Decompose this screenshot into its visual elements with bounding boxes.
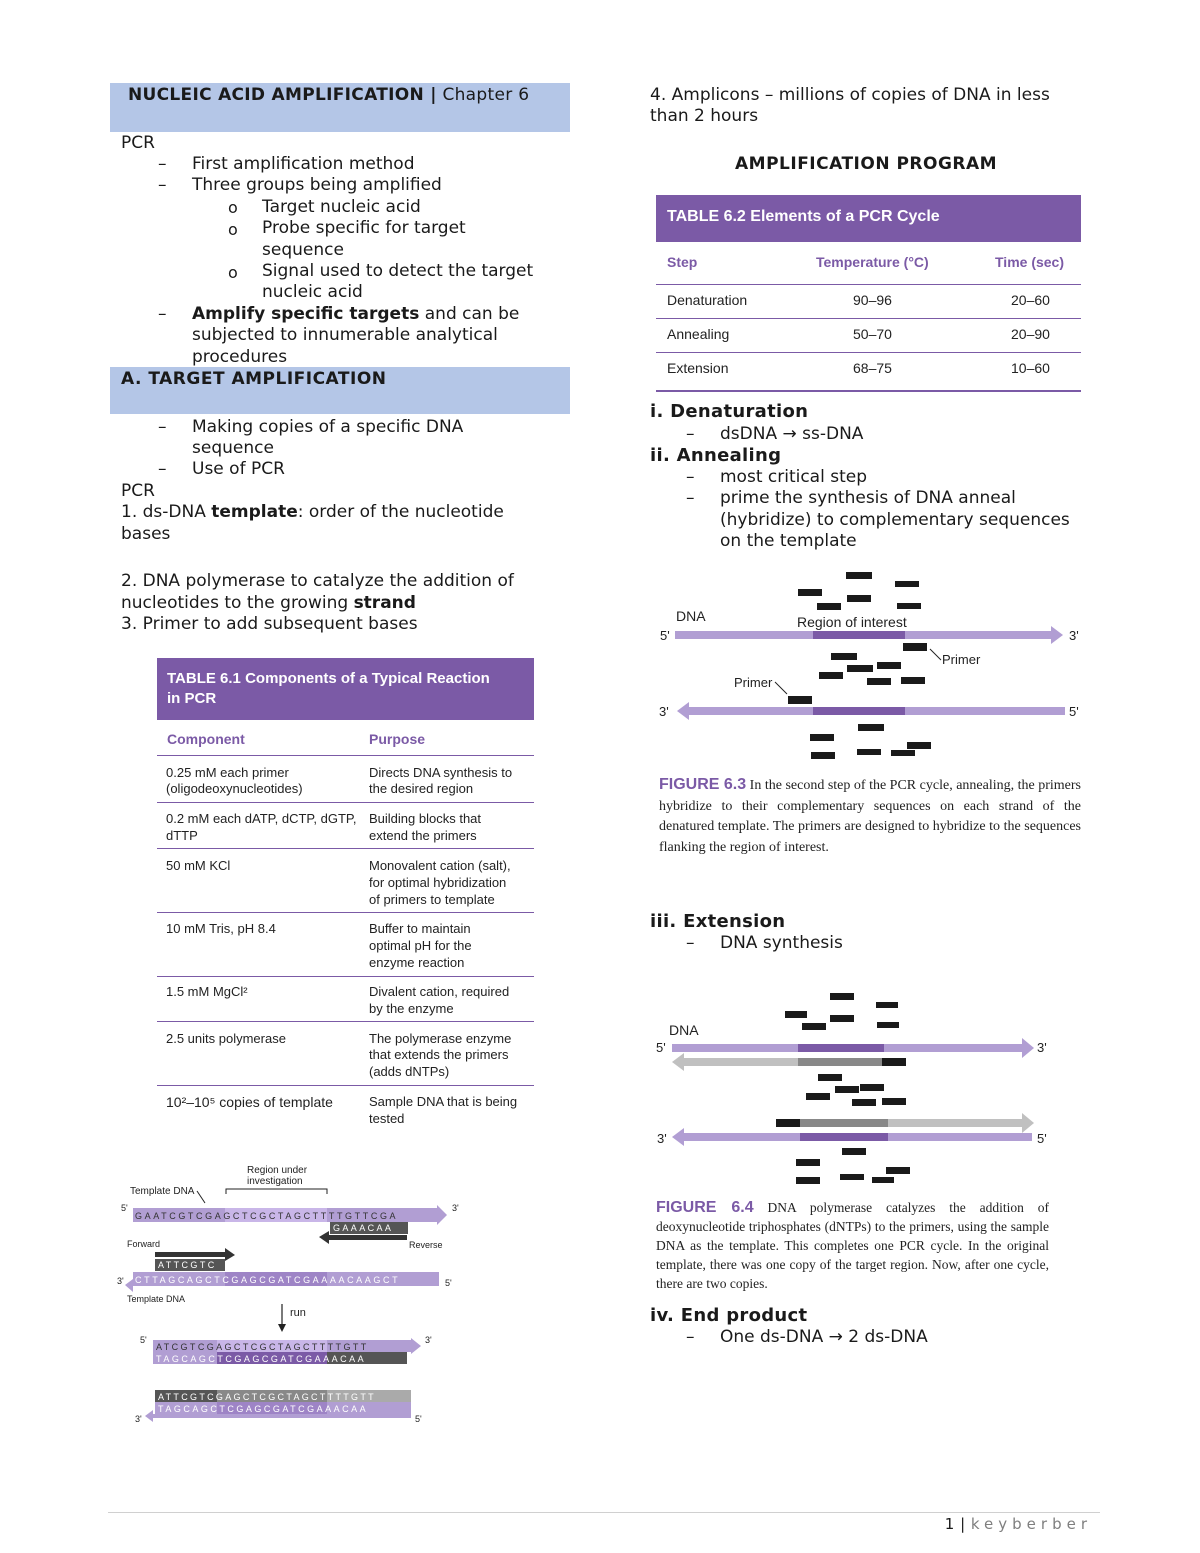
arrow-head — [319, 1231, 329, 1244]
circle-bullet: o — [228, 220, 238, 239]
free-primer — [830, 1015, 854, 1022]
three-prime-label: 3' — [425, 1335, 432, 1345]
figure-6-4 — [650, 985, 1070, 1190]
circle-bullet: o — [228, 198, 238, 217]
free-primer — [895, 581, 919, 587]
table-cell: 2.5 units polymerase — [166, 1031, 286, 1046]
free-primer — [830, 993, 854, 1000]
table-cell: 1.5 mM MgCl² — [166, 984, 248, 999]
free-primers — [798, 572, 931, 759]
five-prime-label: 5' — [1037, 1131, 1047, 1146]
section-a-header — [110, 367, 570, 414]
bottom-region — [800, 1133, 888, 1141]
table-cell: Denaturation — [667, 292, 748, 308]
region-label-1: Region under — [247, 1165, 308, 1176]
figure-6-4-label: FIGURE 6.4 — [656, 1199, 754, 1216]
dash-marker: – — [686, 1327, 695, 1347]
table-cell: dTTP — [166, 828, 198, 843]
table-cell: 50 mM KCl — [166, 858, 231, 873]
five-prime-label: 5' — [415, 1414, 422, 1424]
reverse-primer-arrow — [329, 1235, 407, 1240]
three-prime-label: 3' — [1069, 628, 1079, 643]
item-1-line2: bases — [121, 524, 171, 544]
free-primer — [811, 752, 835, 759]
forward-label: Forward — [127, 1239, 161, 1249]
table-6-1-title-bar — [157, 658, 534, 720]
free-primer — [877, 1022, 899, 1028]
table-cell: that extends the primers — [369, 1047, 509, 1062]
table-6-1-title-line2: in PCR — [167, 690, 217, 707]
table-cell: 0.25 mM each primer — [166, 765, 289, 780]
table-cell: Building blocks that — [369, 811, 482, 826]
table-cell: 10²–10⁵ copies of template — [166, 1094, 333, 1110]
item-2-bold: strand — [353, 593, 416, 613]
table-cell: 20–90 — [1011, 326, 1050, 342]
annealing-bullet-2-line2: (hybridize) to complementary sequences — [720, 510, 1070, 530]
annealing-bullet-2-line3: on the template — [720, 531, 857, 551]
five-prime-label: 5' — [660, 628, 670, 643]
table-cell: optimal pH for the — [369, 938, 472, 953]
region-of-interest-label: Region of interest — [797, 614, 907, 630]
table-rule — [656, 390, 1081, 392]
free-primer — [817, 603, 841, 610]
bottom-sequence: CTTAGCAGCTCGAGCGATCGAAAACAAGCT — [135, 1275, 401, 1285]
table-cell: 50–70 — [853, 326, 892, 342]
table-rule — [157, 1021, 534, 1022]
page-number: 1 — [944, 1515, 955, 1533]
footer-brand: keyberber — [970, 1515, 1092, 1533]
table-rule — [157, 912, 534, 913]
item-2-line2 — [121, 593, 416, 615]
item-3: 3. Primer to add subsequent bases — [121, 614, 418, 634]
table-cell: the desired region — [369, 781, 474, 796]
item-1-pre: 1. ds-DNA — [121, 502, 212, 522]
free-primer — [796, 1159, 820, 1166]
arrow-head — [225, 1248, 235, 1261]
dash-marker: – — [686, 424, 695, 444]
bullet-making-copies-cont: sequence — [192, 438, 274, 458]
free-primer — [901, 677, 925, 684]
table-cell: 20–60 — [1011, 292, 1050, 308]
three-prime-label: 3' — [452, 1203, 459, 1213]
free-primer — [798, 589, 822, 596]
free-primer — [818, 1074, 842, 1081]
table-6-1-title: TABLE 6.1 Components of a Typical Reaction — [167, 670, 490, 687]
free-primer — [907, 742, 931, 749]
pointer-line — [930, 649, 941, 660]
table-rule — [656, 352, 1081, 353]
reverse-label: Reverse — [409, 1240, 443, 1250]
arrow-head — [1051, 626, 1063, 644]
end-product-title: iv. End product — [650, 1305, 808, 1326]
new-strand-bottom-region — [800, 1119, 888, 1127]
arrow-head — [1022, 1038, 1034, 1058]
free-primer — [872, 1177, 894, 1183]
figure-6-4-caption — [656, 1198, 1049, 1293]
dash-marker: – — [158, 154, 167, 174]
free-primer — [796, 1177, 820, 1184]
table-cell: 90–96 — [853, 292, 892, 308]
run-label: run — [290, 1307, 306, 1319]
free-primer — [847, 665, 873, 672]
primer-top — [903, 643, 927, 651]
item-4-line2: than 2 hours — [650, 106, 759, 126]
bullet-amplify-line2: subjected to innumerable analytical — [192, 325, 498, 345]
denaturation-title: i. Denaturation — [650, 401, 809, 422]
free-primer — [810, 734, 834, 741]
annealing-bullet-1: most critical step — [720, 467, 867, 487]
table-6-2-col-time: Time (sec) — [995, 254, 1064, 270]
free-primer — [785, 1011, 807, 1018]
amplify-bold: Amplify specific targets — [192, 304, 420, 324]
three-prime-label: 3' — [657, 1131, 667, 1146]
table-cell: (adds dNTPs) — [369, 1064, 450, 1079]
three-prime-label: 3' — [1037, 1040, 1047, 1055]
figure-6-3 — [655, 565, 1095, 770]
dash-marker: – — [686, 488, 695, 508]
primer-extended-bottom — [776, 1119, 802, 1127]
item-4: 4. Amplicons – millions of copies of DNA in less — [650, 85, 1050, 105]
five-prime-label: 5' — [656, 1040, 666, 1055]
free-primer — [835, 1086, 859, 1093]
table-cell: Annealing — [667, 326, 730, 342]
chapter-title — [128, 85, 529, 105]
sub-bullet-signal: Signal used to detect the target — [262, 261, 534, 281]
five-prime-label: 5' — [121, 1203, 128, 1213]
page-footer — [945, 1515, 1092, 1533]
five-prime-label: 5' — [445, 1278, 452, 1288]
amplify-rest: and can be — [419, 304, 520, 324]
free-primer — [840, 1174, 864, 1180]
free-primer — [842, 1148, 866, 1155]
new-strand-bottom — [888, 1119, 1024, 1127]
table-cell: for optimal hybridization — [369, 875, 507, 890]
table-rule — [656, 284, 1081, 285]
primer-extended-top — [882, 1058, 906, 1066]
sub-bullet-signal-cont: nucleic acid — [262, 282, 363, 302]
annealing-title: ii. Annealing — [650, 445, 782, 466]
template-dna-label: Template DNA — [130, 1186, 195, 1197]
extension-bullet: DNA synthesis — [720, 933, 843, 953]
free-primer — [877, 662, 901, 669]
dash-marker: – — [158, 175, 167, 195]
table-cell: Extension — [667, 360, 729, 376]
table-cell: 10 mM Tris, pH 8.4 — [166, 921, 276, 936]
footer-separator: | — [954, 1515, 971, 1533]
sub-bullet-target: Target nucleic acid — [262, 197, 421, 217]
denaturation-bullet: dsDNA → ss-DNA — [720, 424, 864, 444]
table-cell: enzyme reaction — [369, 955, 465, 970]
free-primer — [860, 1084, 884, 1091]
region-bracket — [226, 1189, 327, 1194]
chapter-header — [110, 83, 570, 132]
table-rule — [157, 755, 534, 756]
dash-marker: – — [686, 467, 695, 487]
annealing-bullet-2: prime the synthesis of DNA anneal — [720, 488, 1016, 508]
table-6-2-col-temp: Temperature (°C) — [816, 254, 929, 270]
table-rule — [157, 848, 534, 849]
table-cell: The polymerase enzyme — [369, 1031, 512, 1046]
forward-primer-seq: ATTCGTC — [158, 1260, 217, 1270]
top-sequence: GAATCGTCGAGCTCGCTAGCTTTTGTTCGA — [135, 1211, 399, 1221]
table-6-1-col-purpose: Purpose — [369, 731, 426, 747]
table-cell: (oligodeoxynucleotides) — [166, 781, 303, 796]
bullet-use-pcr: Use of PCR — [192, 459, 285, 479]
free-nucleotides — [785, 993, 910, 1184]
circle-bullet: o — [228, 263, 238, 282]
table-cell: tested — [369, 1111, 405, 1126]
forward-primer-arrow — [155, 1252, 227, 1257]
bullet-amplify-line3: procedures — [192, 347, 288, 367]
figure-6-4-text: DNA polymerase catalyzes the addition of deoxynucleotide triphosphates (dNTPs) to the primers, using the sample DNA as the template. This completes one PCR cycle. In the original template, there was one copy of the target region. Now, after one cycle, there are two copies. — [656, 1200, 1049, 1291]
sequence-figure — [115, 1158, 460, 1438]
table-cell: Sample DNA that is being — [369, 1094, 518, 1109]
bottom-region-of-interest — [813, 707, 905, 715]
item-1-post: : order of the nucleotide — [297, 502, 504, 522]
dna-label: DNA — [676, 608, 706, 624]
figure-6-3-label: FIGURE 6.3 — [659, 776, 747, 793]
bullet-amplify — [192, 304, 519, 326]
top-region-of-interest — [813, 631, 905, 639]
product1-top-seq: ATCGTCGAGCTCGCTAGCTTTTGTT — [156, 1342, 369, 1352]
bullet-first-method: First amplification method — [192, 154, 415, 174]
table-cell: 68–75 — [853, 360, 892, 376]
item-1 — [121, 502, 504, 524]
extension-title: iii. Extension — [650, 911, 786, 932]
free-primer — [846, 572, 872, 579]
free-primer — [802, 1023, 826, 1030]
top-region — [798, 1044, 884, 1052]
table-6-2-title: TABLE 6.2 Elements of a PCR Cycle — [667, 208, 940, 225]
table-cell: Buffer to maintain — [369, 921, 471, 936]
free-primer — [857, 749, 881, 755]
bullet-three-groups: Three groups being amplified — [192, 175, 442, 195]
primer-bottom — [788, 696, 812, 704]
table-cell: extend the primers — [369, 828, 477, 843]
arrow-head — [411, 1338, 421, 1354]
footer-divider — [108, 1512, 1100, 1513]
table-cell: 10–60 — [1011, 360, 1050, 376]
dna-label: DNA — [669, 1022, 699, 1038]
pcr-label: PCR — [121, 133, 155, 153]
table-cell: Directs DNA synthesis to — [369, 765, 513, 780]
table-cell: Divalent cation, required — [369, 984, 510, 999]
arrow-head — [125, 1279, 133, 1292]
five-prime-label: 5' — [1069, 704, 1079, 719]
free-primer — [886, 1167, 910, 1174]
table-rule — [157, 976, 534, 977]
free-primer — [882, 1098, 906, 1105]
free-primer — [819, 672, 843, 679]
chapter-title-bold: NUCLEIC ACID AMPLIFICATION | — [128, 85, 437, 105]
three-prime-label: 3' — [135, 1414, 142, 1424]
bullet-making-copies: Making copies of a specific DNA — [192, 417, 464, 437]
table-cell: of primers to template — [369, 892, 495, 907]
region-label-2: investigation — [247, 1176, 303, 1187]
pointer-line — [197, 1191, 205, 1203]
item-2: 2. DNA polymerase to catalyze the addition of — [121, 571, 514, 591]
arrow-head — [145, 1410, 153, 1422]
free-primer — [852, 1099, 876, 1106]
product2-bot-seq: TAGCAGCTCGAGCGATCGAAACAA — [158, 1404, 369, 1414]
product2-top-seq: ATTCGTCGAGCTCGCTAGCTTTTGTT — [158, 1392, 376, 1402]
arrow-head — [437, 1205, 447, 1225]
table-6-2-title-bar — [656, 195, 1081, 242]
free-primer — [831, 653, 857, 660]
table-rule — [157, 802, 534, 803]
table-6-1-col-component: Component — [167, 731, 245, 747]
figure-6-3-text: In the second step of the PCR cycle, annealing, the primers hybridize to their complementary sequences on each strand of the denatured template. The primers are designed to hybridize to the sequences flanking the region of interest. — [659, 778, 1082, 855]
sub-bullet-probe: Probe specific for target — [262, 218, 466, 238]
primer-label-left: Primer — [734, 675, 773, 690]
dash-marker: – — [158, 304, 167, 324]
section-a-title: A. TARGET AMPLIFICATION — [121, 369, 387, 389]
dash-marker: – — [686, 933, 695, 953]
free-primer — [858, 724, 884, 731]
pcr-label-2: PCR — [121, 481, 155, 501]
three-prime-label: 3' — [117, 1276, 124, 1286]
dash-marker: – — [158, 459, 167, 479]
free-primer — [867, 678, 891, 685]
three-prime-label: 3' — [659, 704, 669, 719]
five-prime-label: 5' — [140, 1335, 147, 1345]
end-product-bullet: One ds-DNA → 2 ds-DNA — [720, 1327, 928, 1347]
free-primer — [847, 595, 871, 602]
chapter-title-rest: Chapter 6 — [436, 85, 530, 105]
amplification-program-title: AMPLIFICATION PROGRAM — [735, 154, 998, 174]
product2-strand-tail — [153, 1414, 411, 1418]
free-primer — [876, 1002, 898, 1008]
table-cell: by the enzyme — [369, 1001, 454, 1016]
primer-label-right: Primer — [942, 652, 981, 667]
pointer-line — [775, 682, 787, 694]
item-2-pre: nucleotides to the growing — [121, 593, 354, 613]
item-1-bold: template — [211, 502, 298, 522]
table-rule — [157, 1085, 534, 1086]
arrow-head — [1022, 1113, 1034, 1133]
template-dna-label-2: Template DNA — [127, 1294, 186, 1304]
product1-bot-seq: TAGCAGCTCGAGCGATCGAAACAA — [156, 1354, 367, 1364]
dash-marker: – — [158, 417, 167, 437]
free-primer — [891, 750, 915, 756]
table-cell: 0.2 mM each dATP, dCTP, dGTP, — [166, 811, 357, 826]
reverse-primer-seq: GAAACAA — [333, 1223, 394, 1233]
table-cell: Monovalent cation (salt), — [369, 858, 511, 873]
figure-6-3-caption — [659, 775, 1081, 858]
free-primer — [806, 1093, 830, 1100]
table-rule — [656, 318, 1081, 319]
new-strand-top-region — [798, 1058, 884, 1066]
free-primer — [897, 603, 921, 609]
table-6-2-col-step: Step — [667, 254, 698, 270]
arrow-head — [278, 1324, 286, 1332]
sub-bullet-probe-cont: sequence — [262, 240, 344, 260]
